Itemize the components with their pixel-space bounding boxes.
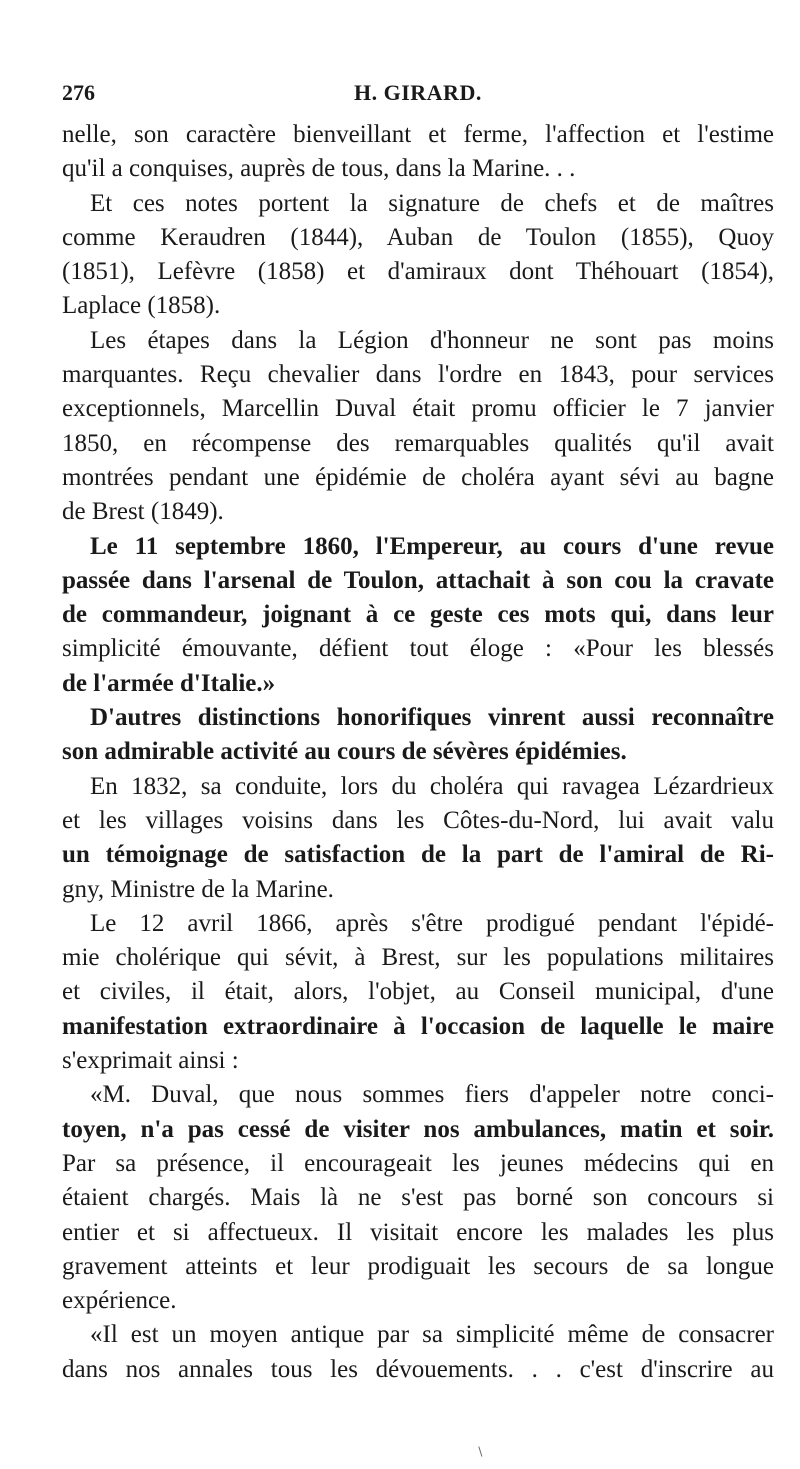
text-line: expérience.	[62, 1287, 177, 1315]
text-line: gny, Ministre de la Marine.	[62, 875, 334, 903]
text-line: (1851), Lefèvre (1858) et d'amiraux dont Théhouart (1854),	[62, 258, 774, 286]
text-line: et civiles, il était, alors, l'objet, au Conseil municipal, d'une	[62, 978, 774, 1006]
text-line: un témoignage de satisfaction de la part de l'amiral de Ri-	[62, 841, 774, 869]
text-line: Le 12 avril 1866, après s'être prodigué pendant l'épidé-	[90, 909, 774, 937]
page-number: 276	[62, 80, 95, 105]
text-line: entier et si affectueux. Il visitait encore les malades les plus	[62, 1218, 774, 1246]
text-line: nelle, son caractère bienveillant et ferme, l'affection et l'estime	[62, 121, 774, 148]
text-line: D'autres distinctions honorifiques vinrent aussi reconnaître	[90, 704, 774, 732]
text-line: dans nos annales tous les dévouements. . . c'est d'inscrire au	[62, 1355, 774, 1383]
text-line: mie cholérique qui sévit, à Brest, sur les populations militaires	[62, 944, 774, 972]
text-line: manifestation extraordinaire à l'occasion de laquelle le maire	[62, 1012, 774, 1040]
text-line: passée dans l'arsenal de Toulon, attachait à son cou la cravate	[62, 566, 774, 594]
text-line: de l'armée d'Italie.»	[62, 669, 276, 697]
text-line: son admirable activité au cours de sévères épidémies.	[62, 738, 627, 766]
ink-speck: ∖	[476, 1445, 484, 1459]
text-line: toyen, n'a pas cessé de visiter nos ambulances, matin et soir.	[62, 1115, 774, 1143]
text-line: «Il est un moyen antique par sa simplicité même de consacrer	[90, 1321, 774, 1349]
text-line: Le 11 septembre 1860, l'Empereur, au cours d'une revue	[90, 532, 774, 560]
running-head: H. GIRARD.	[354, 80, 482, 105]
text-line: de commandeur, joignant à ce geste ces mots qui, dans leur	[62, 601, 774, 629]
text-line: Laplace (1858).	[62, 292, 221, 320]
text-line: montrées pendant une épidémie de choléra ayant sévi au bagne	[62, 463, 774, 491]
text-line: marquantes. Reçu chevalier dans l'ordre en 1843, pour services	[62, 361, 774, 389]
text-line: Par sa présence, il encourageait les jeunes médecins qui en	[62, 1149, 774, 1177]
text-line: 1850, en récompense des remarquables qualités qu'il avait	[62, 429, 774, 457]
text-line: Et ces notes portent la signature de chefs et de maîtres	[90, 189, 774, 217]
text-line: étaient chargés. Mais là ne s'est pas borné son concours si	[62, 1184, 774, 1212]
text-line: Les étapes dans la Légion d'honneur ne sont pas moins	[90, 326, 774, 354]
body-text	[62, 118, 774, 1387]
text-line: qu'il a conquises, auprès de tous, dans la Marine. . .	[62, 155, 576, 183]
text-line: s'exprimait ainsi :	[62, 1047, 239, 1075]
text-line: simplicité émouvante, défient tout éloge : «Pour les blessés	[62, 635, 774, 663]
text-line: «M. Duval, que nous sommes fiers d'appeler notre conci-	[90, 1081, 774, 1109]
text-line: gravement atteints et leur prodiguait les secours de sa longue	[62, 1252, 774, 1280]
text-line: de Brest (1849).	[62, 498, 224, 526]
text-line: En 1832, sa conduite, lors du choléra qui ravagea Lézardrieux	[90, 772, 774, 800]
text-line: et les villages voisins dans les Côtes-du-Nord, lui avait valu	[62, 806, 774, 834]
text-line: exceptionnels, Marcellin Duval était promu officier le 7 janvier	[62, 395, 774, 423]
text-line: comme Keraudren (1844), Auban de Toulon (1855), Quoy	[62, 223, 774, 251]
page-header	[62, 80, 774, 110]
